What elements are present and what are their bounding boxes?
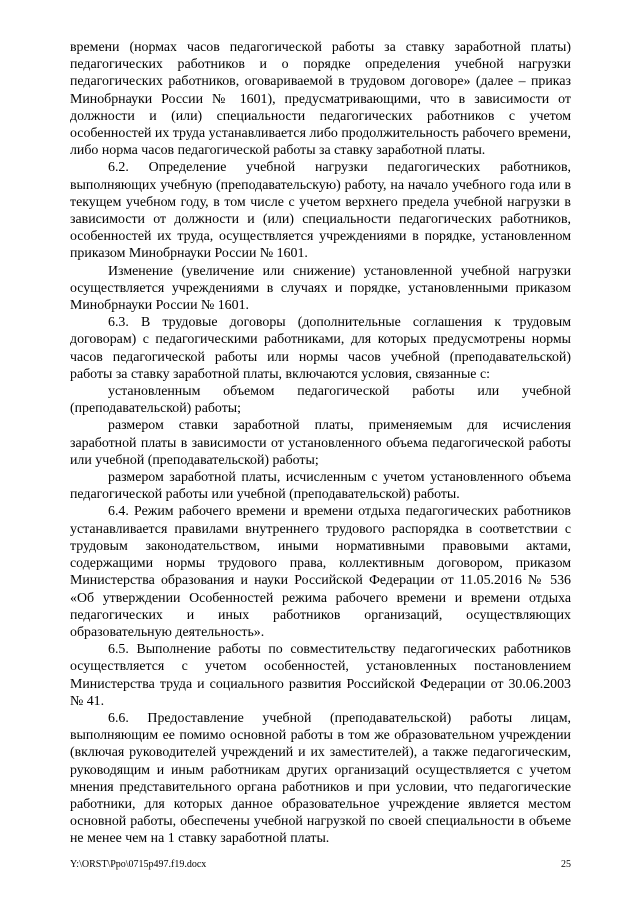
document-body [70,39,571,848]
paragraph-6-4: 6.4. Режим рабочего времени и времени отдыха педагогических работников устанавливается правилами внутреннего трудового распорядка в соответствии с трудовым законодательством, иными нормативными правовыми актами, содержащими нормы трудового права, коллективным договором, приказом Министерства образования и науки Российской Федерации от 11.05.2016 № 536 «Об утверждении Особенностей режима рабочего времени и времени отдыха педагогических и иных работников организаций, осуществляющих образовательную деятельность». [70,504,571,640]
paragraph-6-5: 6.5. Выполнение работы по совместительству педагогических работников осуществляется с учетом особенностей, установленных постановлением Министерства труда и социального развития Российской Федерации от 30.06.2003 № 41. [70,642,571,709]
paragraph-volume-condition: установленным объемом педагогической работы или учебной (преподавательской) работы; [70,384,571,417]
paragraph-rate-condition: размером ставки заработной платы, применяемым для исчисления заработной платы в зависимости от установленного объема педагогической работы или учебной (преподавательской) работы; [70,418,571,468]
paragraph-6-2: 6.2. Определение учебной нагрузки педагогических работников, выполняющих учебную (преподавательскую) работу, на начало учебного года или в текущем учебном году, в том числе с учетом верхнего предела учебной нагрузки в зависимости от должности и (или) специальности педагогических работников, особенностей их труда, осуществляется учреждениями в порядке, установленном приказом Минобрнауки России № 1601. [70,160,571,262]
footer-file-path: Y:\ORST\Ppo\0715p497.f19.docx [70,859,207,870]
paragraph-continuation: времени (нормах часов педагогической работы за ставку заработной платы) педагогических работников и о порядке определения учебной нагрузки педагогических работников, оговариваемой в трудовом договоре» (далее – приказ Минобрнауки России № 1601), предусматривающими, что в зависимости от должности и (или) специальности педагогических работников с учетом особенностей их труда устанавливается либо продолжительность рабочего времени, либо норма часов педагогической работы за ставку заработной платы. [70,40,571,159]
paragraph-6-3: 6.3. В трудовые договоры (дополнительные соглашения к трудовым договорам) с педагогическими работниками, для которых предусмотрены нормы часов педагогической работы или нормы часов учебной (преподавательской) работы за ставку заработной платы, включаются условия, связанные с: [70,315,571,382]
footer-page-number: 25 [561,859,571,870]
paragraph-load-change: Изменение (увеличение или снижение) установленной учебной нагрузки осуществляется учреждениями в случаях и порядке, установленными приказом Минобрнауки России № 1601. [70,263,571,314]
paragraph-salary-condition: размером заработной платы, исчисленным с учетом установленного объема педагогической работы или учебной (преподавательской) работы. [70,470,571,503]
paragraph-6-6: 6.6. Предоставление учебной (преподавательской) работы лицам, выполняющим ее помимо основной работы в том же образовательном учреждении (включая руководителей учреждений и их заместителей), а также педагогическим, руководящим и иным работникам других организаций осуществляется с учетом мнения представительного органа работников и при условии, что педагогические работники, для которых данное образовательное учреждение является местом основной работы, обеспечены учебной нагрузкой по своей специальности в объеме не менее чем на 1 ставку заработной платы. [70,710,571,847]
